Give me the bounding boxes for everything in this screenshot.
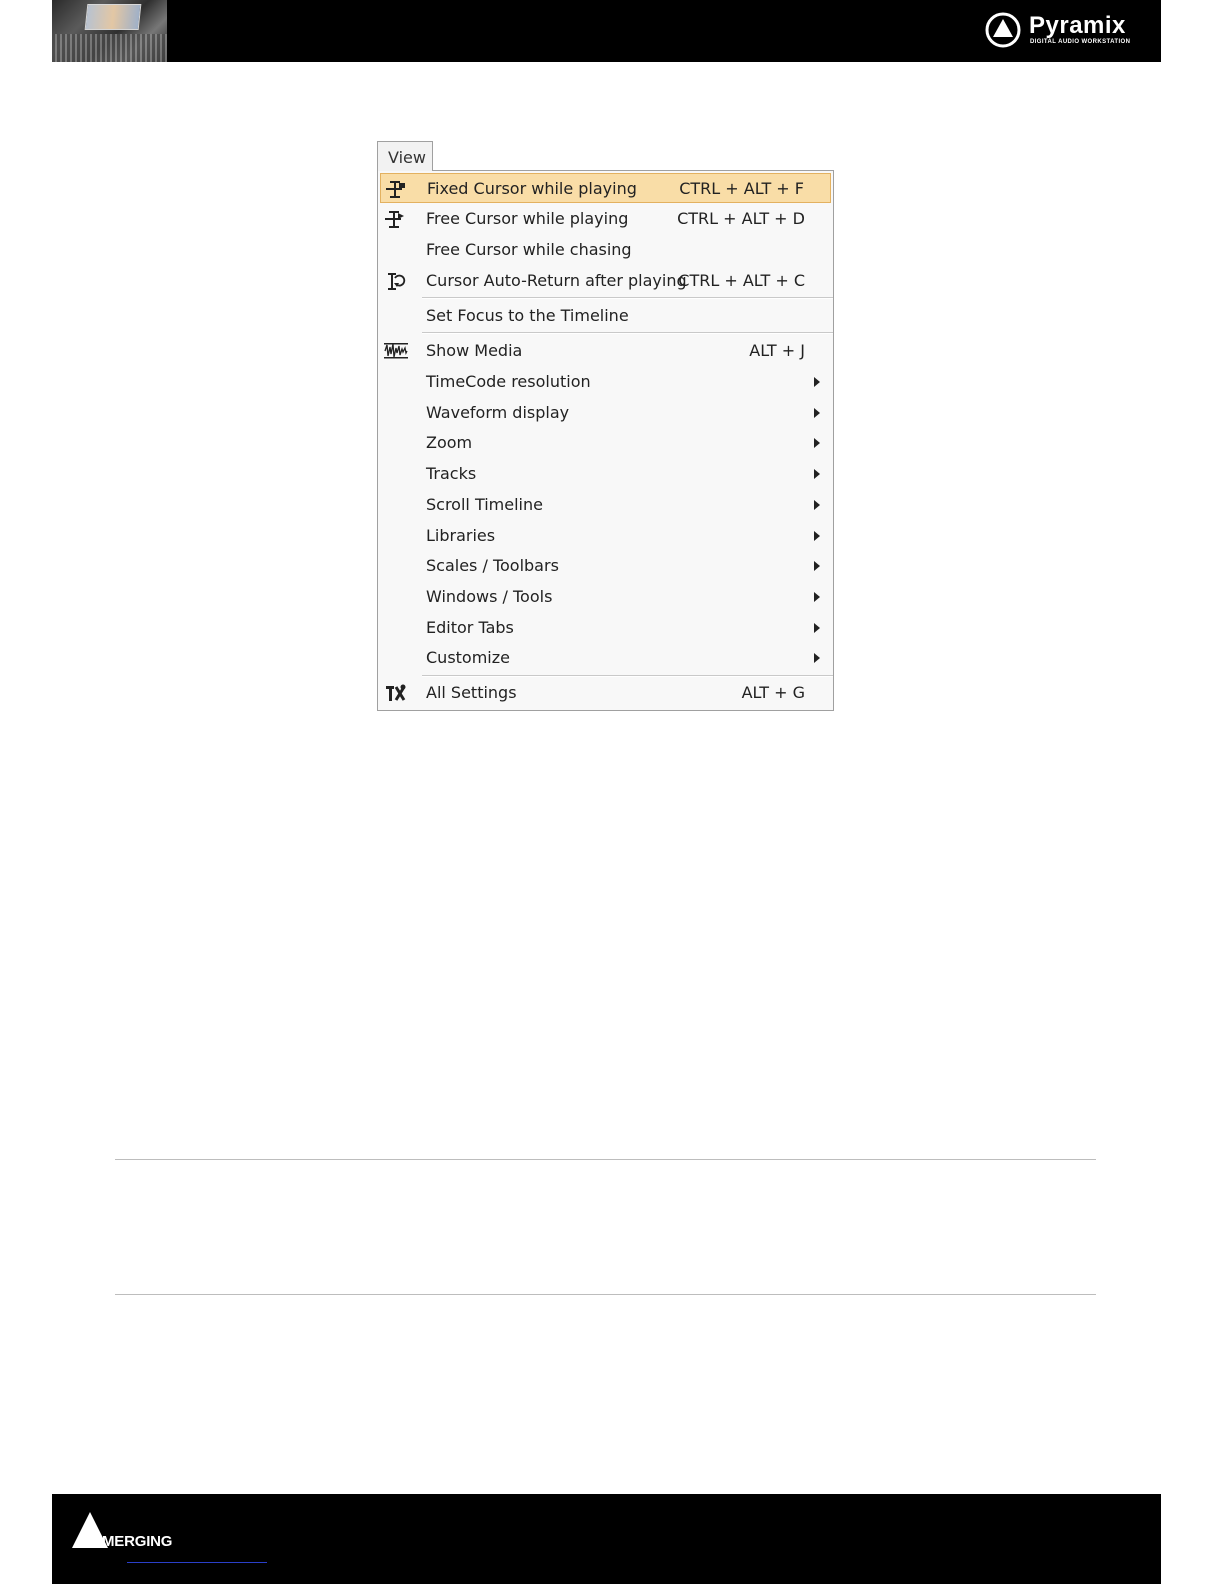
menu-separator — [422, 297, 833, 299]
menu-item-waveform-display[interactable] — [380, 398, 831, 428]
menu-item-shortcut: CTRL + ALT + C — [678, 271, 805, 290]
submenu-arrow-icon — [814, 653, 820, 663]
menu-item-scroll-timeline[interactable] — [380, 490, 831, 520]
page-footer — [52, 1494, 1161, 1584]
page-header — [52, 0, 1161, 62]
menu-item-free-cursor-playing[interactable] — [380, 204, 831, 234]
settings-tools-icon — [384, 682, 408, 704]
menu-item-label: Free Cursor while chasing — [426, 240, 632, 259]
menu-item-libraries[interactable] — [380, 521, 831, 551]
view-menu-tab[interactable] — [377, 141, 433, 171]
submenu-arrow-icon — [814, 592, 820, 602]
menu-item-shortcut: CTRL + ALT + F — [679, 179, 804, 198]
menu-item-show-media[interactable] — [380, 336, 831, 366]
menu-item-editor-tabs[interactable] — [380, 613, 831, 643]
divider-line — [115, 1159, 1096, 1160]
menu-item-shortcut: ALT + G — [741, 683, 805, 702]
menu-item-label: Free Cursor while playing — [426, 209, 629, 228]
menu-item-customize[interactable] — [380, 643, 831, 673]
pyramix-logo-icon — [985, 11, 1025, 51]
menu-item-fixed-cursor[interactable] — [380, 173, 831, 203]
merging-logo-text: MERGING — [102, 1533, 173, 1550]
menu-item-shortcut: CTRL + ALT + D — [677, 209, 805, 228]
menu-item-label: Customize — [426, 648, 510, 667]
submenu-arrow-icon — [814, 408, 820, 418]
menu-item-label: Tracks — [426, 464, 477, 483]
menu-item-label: Editor Tabs — [426, 618, 514, 637]
menu-item-label: Set Focus to the Timeline — [426, 306, 629, 325]
divider-line — [115, 1294, 1096, 1295]
menu-item-set-focus-timeline[interactable] — [380, 301, 831, 331]
menu-item-label: TimeCode resolution — [426, 372, 591, 391]
menu-item-scales-toolbars[interactable] — [380, 551, 831, 581]
menu-item-shortcut: ALT + J — [749, 341, 805, 360]
submenu-arrow-icon — [814, 438, 820, 448]
submenu-arrow-icon — [814, 623, 820, 633]
fixed-cursor-icon — [385, 178, 409, 200]
view-dropdown-menu — [377, 170, 834, 711]
brand-name: Pyramix — [1029, 12, 1126, 39]
footer-link-underline[interactable] — [127, 1562, 267, 1563]
free-cursor-icon — [384, 208, 408, 230]
menu-item-label: Waveform display — [426, 403, 570, 422]
submenu-arrow-icon — [814, 377, 820, 387]
menu-item-label: All Settings — [426, 683, 517, 702]
menu-separator — [422, 675, 833, 677]
menu-item-label: Fixed Cursor while playing — [427, 179, 637, 198]
menu-item-label: Libraries — [426, 526, 496, 545]
menu-item-zoom[interactable] — [380, 428, 831, 458]
menu-item-timecode-resolution[interactable] — [380, 367, 831, 397]
menu-item-cursor-auto-return[interactable] — [380, 266, 831, 296]
menu-item-tracks[interactable] — [380, 459, 831, 489]
brand-subtitle: DIGITAL AUDIO WORKSTATION — [1030, 39, 1131, 45]
menu-item-label: Scroll Timeline — [426, 495, 543, 514]
menu-item-label: Windows / Tools — [426, 587, 553, 606]
submenu-arrow-icon — [814, 469, 820, 479]
menu-separator — [422, 332, 833, 334]
waveform-icon — [384, 340, 408, 362]
view-menu-title: View — [388, 148, 426, 167]
menu-item-free-cursor-chasing[interactable] — [380, 235, 831, 265]
menu-item-windows-tools[interactable] — [380, 582, 831, 612]
studio-console-photo — [52, 0, 167, 62]
menu-item-label: Scales / Toolbars — [426, 556, 559, 575]
menu-item-all-settings[interactable] — [380, 678, 831, 708]
submenu-arrow-icon — [814, 500, 820, 510]
submenu-arrow-icon — [814, 531, 820, 541]
menu-item-label: Show Media — [426, 341, 523, 360]
pyramix-logo — [985, 10, 1145, 52]
menu-item-label: Zoom — [426, 433, 473, 452]
auto-return-icon — [384, 270, 408, 292]
submenu-arrow-icon — [814, 561, 820, 571]
menu-item-label: Cursor Auto-Return after playing — [426, 271, 687, 290]
merging-logo — [70, 1510, 230, 1550]
